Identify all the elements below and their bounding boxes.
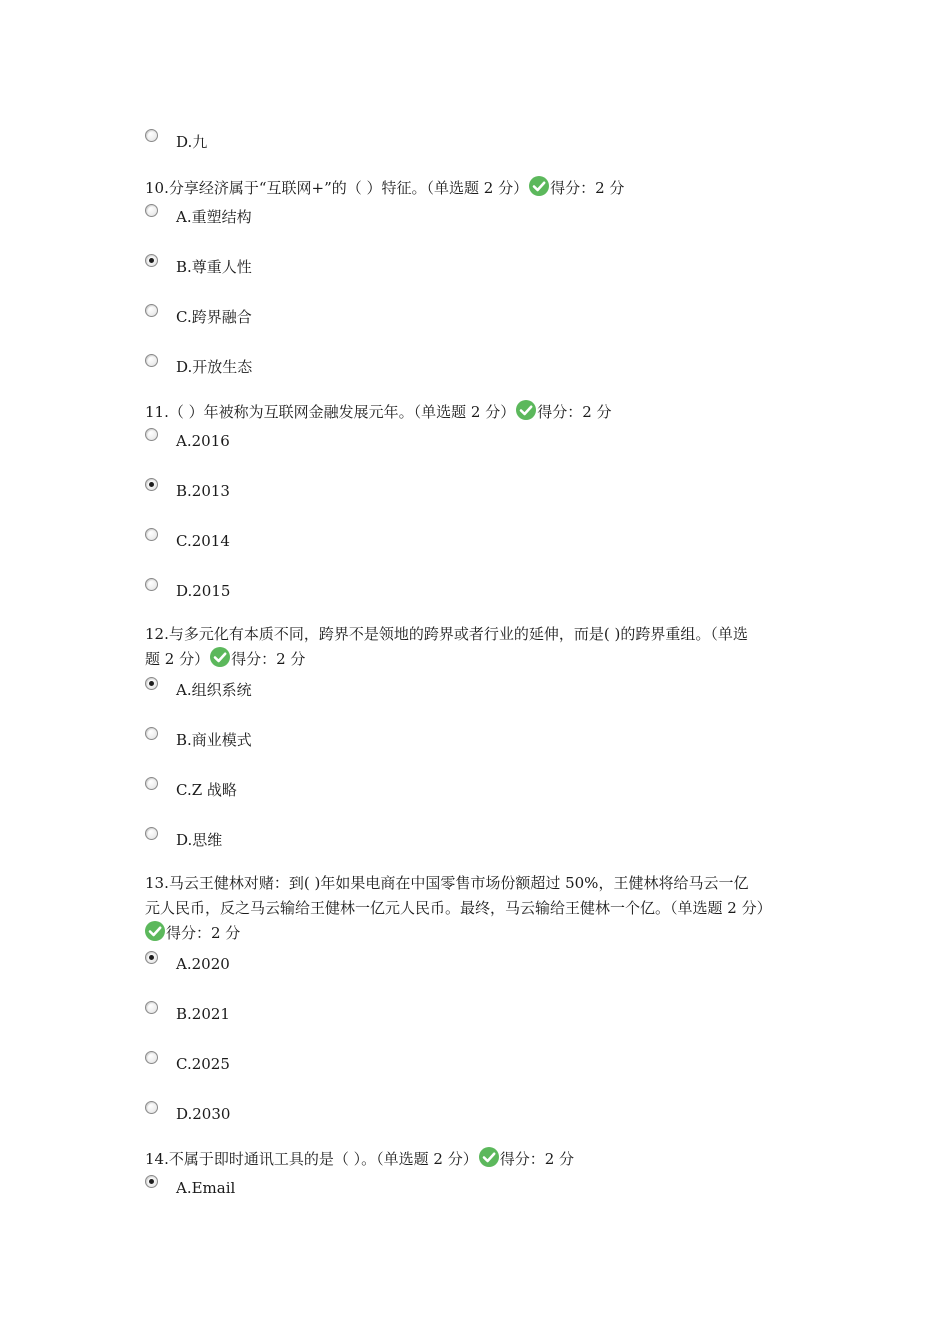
score-text: 得分：2 分 xyxy=(231,650,306,668)
correct-check-icon xyxy=(516,400,536,420)
option-label: D.开放生态 xyxy=(176,358,253,376)
question-text-line: 13.马云王健林对赌：到( )年如果电商在中国零售市场份额超过 50%，王健林将给马云一亿 xyxy=(145,874,749,892)
radio-button[interactable] xyxy=(145,428,158,441)
option-label: A.2016 xyxy=(176,432,230,450)
correct-check-icon xyxy=(479,1147,499,1167)
option-label: B.2021 xyxy=(176,1005,230,1023)
question-10-text xyxy=(145,176,810,201)
option-label: B.商业模式 xyxy=(176,731,252,749)
radio-button-selected[interactable] xyxy=(145,1175,158,1188)
question-text: 14.不属于即时通讯工具的是（ ）。（单选题 2 分） xyxy=(145,1150,478,1168)
question-text: 11.（ ）年被称为互联网金融发展元年。（单选题 2 分） xyxy=(145,403,516,421)
option-label: A.Email xyxy=(176,1179,236,1197)
radio-button[interactable] xyxy=(145,304,158,317)
option-label: D.2030 xyxy=(176,1105,231,1123)
radio-button[interactable] xyxy=(145,528,158,541)
option-label: C.跨界融合 xyxy=(176,308,252,326)
option-label: C.Z 战略 xyxy=(176,781,237,799)
option-label: D.2015 xyxy=(176,582,231,600)
radio-button[interactable] xyxy=(145,354,158,367)
option-label: A.2020 xyxy=(176,955,230,973)
radio-button[interactable] xyxy=(145,827,158,840)
radio-button[interactable] xyxy=(145,204,158,217)
question-12-text xyxy=(145,622,810,672)
score-text: 得分：2 分 xyxy=(166,924,241,942)
correct-check-icon xyxy=(145,921,165,941)
option-label: B.2013 xyxy=(176,482,230,500)
radio-button[interactable] xyxy=(145,1051,158,1064)
correct-check-icon xyxy=(210,647,230,667)
radio-button-selected[interactable] xyxy=(145,951,158,964)
score-text: 得分：2 分 xyxy=(499,1150,575,1168)
radio-button[interactable] xyxy=(145,777,158,790)
radio-button-selected[interactable] xyxy=(145,677,158,690)
option-label: D.九 xyxy=(176,133,208,151)
question-text-line: 题 2 分） xyxy=(145,650,210,668)
option-label: D.思维 xyxy=(176,831,223,849)
radio-button-selected[interactable] xyxy=(145,478,158,491)
correct-check-icon xyxy=(529,176,549,196)
option-label: A.组织系统 xyxy=(176,681,252,699)
question-text-line: 元人民币，反之马云输给王健林一亿元人民币。最终，马云输给王健林一个亿。（单选题 2 分） xyxy=(145,899,772,917)
radio-button[interactable] xyxy=(145,1101,158,1114)
question-13-text xyxy=(145,871,810,946)
radio-button[interactable] xyxy=(145,727,158,740)
question-text-line: 12.与多元化有本质不同，跨界不是领地的跨界或者行业的延伸，而是( )的跨界重组。（单选 xyxy=(145,625,748,643)
radio-button[interactable] xyxy=(145,578,158,591)
question-text: 10.分享经济属于“互联网+”的（ ）特征。（单选题 2 分） xyxy=(145,179,529,197)
option-label: A.重塑结构 xyxy=(176,208,252,226)
question-14-text xyxy=(145,1147,810,1172)
score-text: 得分：2 分 xyxy=(537,403,612,421)
score-text: 得分：2 分 xyxy=(550,179,625,197)
option-label: C.2014 xyxy=(176,532,230,550)
option-label: B.尊重人性 xyxy=(176,258,252,276)
radio-button[interactable] xyxy=(145,129,158,142)
option-label: C.2025 xyxy=(176,1055,230,1073)
radio-button-selected[interactable] xyxy=(145,254,158,267)
question-11-text xyxy=(145,400,810,425)
radio-button[interactable] xyxy=(145,1001,158,1014)
